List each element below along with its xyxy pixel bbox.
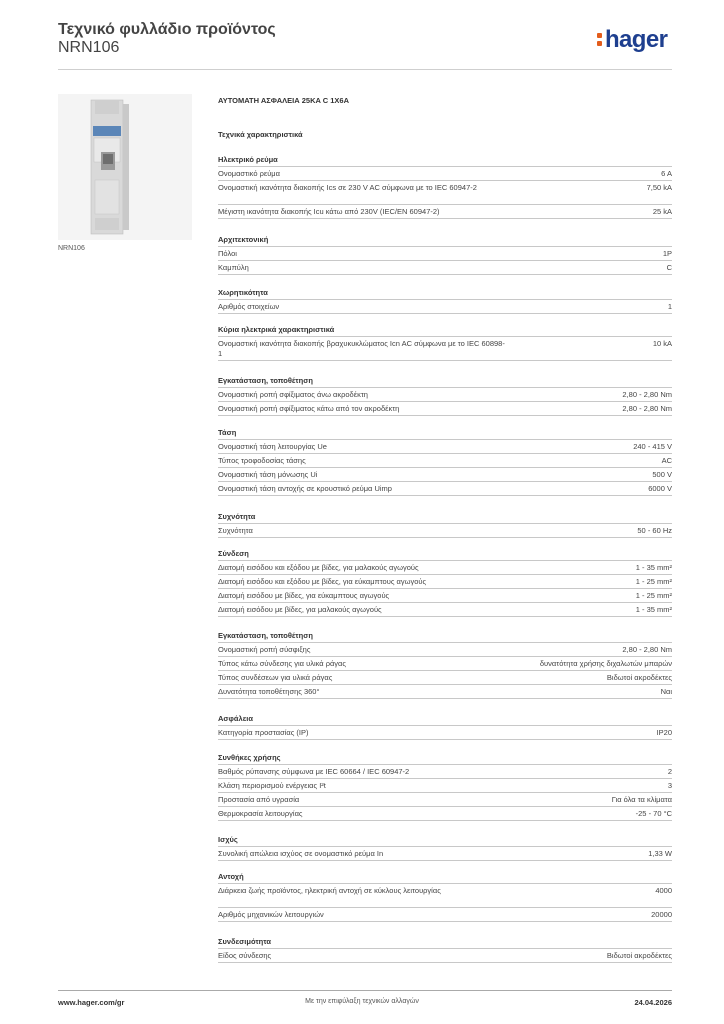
spec-row [218, 299, 672, 314]
spec-row [218, 883, 672, 907]
spec-value: 240 - 415 V [633, 442, 672, 451]
spec-row [218, 907, 672, 922]
section-title: Εγκατάσταση, τοποθέτηση [218, 376, 313, 385]
spec-value: Για όλα τα κλίματα [611, 795, 672, 804]
spec-row [218, 656, 672, 670]
spec-value: IP20 [656, 728, 672, 737]
spec-value: -25 - 70 °C [635, 809, 672, 818]
spec-label: Τύπος συνδέσεων για υλικά ράγας [218, 673, 333, 682]
spec-row [218, 204, 672, 219]
spec-label: Διατομή εισόδου και εξόδου με βίδες, για εύκαμπτους αγωγούς [218, 577, 427, 586]
spec-row [218, 574, 672, 588]
spec-row [218, 948, 672, 963]
spec-value: 50 - 60 Hz [637, 526, 672, 535]
spec-value: 6 A [661, 169, 672, 178]
section-title: Συνθήκες χρήσης [218, 753, 281, 762]
hager-logo [597, 26, 667, 54]
spec-value: 1 - 25 mm² [635, 577, 672, 586]
spec-label: Κατηγορία προστασίας (IP) [218, 728, 309, 737]
footer-notice: Με την επιφύλαξη τεχνικών αλλαγών [305, 998, 419, 1005]
spec-label: Διατομή εισόδου και εξόδου με βίδες, για μαλακούς αγωγούς [218, 563, 419, 572]
spec-value: Ναι [660, 687, 672, 696]
spec-row [218, 260, 672, 275]
circuit-breaker-image [58, 94, 192, 240]
spec-row [218, 180, 672, 204]
spec-label: Ονομαστική ικανότητα διακοπής βραχυκυκλώματος Icn AC σύμφωνα με το IEC 60898-1 [218, 339, 505, 358]
section-title: Χωρητικότητα [218, 288, 268, 297]
spec-value: 1 - 25 mm² [635, 591, 672, 600]
spec-label: Βαθμός ρύπανσης σύμφωνα με IEC 60664 / IEC 60947-2 [218, 767, 410, 776]
spec-label: Πόλοι [218, 249, 237, 258]
spec-label: Αριθμός μηχανικών λειτουργιών [218, 910, 324, 919]
spec-value: 1,33 W [648, 849, 672, 858]
spec-value: 6000 V [648, 484, 672, 493]
spec-label: Προστασία από υγρασία [218, 795, 300, 804]
spec-label: Μέγιστη ικανότητα διακοπής Icu κάτω από 230V (IEC/EN 60947-2) [218, 207, 440, 216]
spec-value: 4000 [655, 886, 672, 895]
spec-label: Διατομή εισόδου με βίδες, για εύκαμπτους αγωγούς [218, 591, 390, 600]
spec-value: 1 - 35 mm² [635, 605, 672, 614]
section-title: Κύρια ηλεκτρικά χαρακτηριστικά [218, 325, 335, 334]
spec-label: Διάρκεια ζωής προϊόντος, ηλεκτρική αντοχή σε κύκλους λειτουργίας [218, 886, 441, 895]
spec-value: 2,80 - 2,80 Nm [622, 404, 672, 413]
spec-value: 10 kA [652, 339, 672, 348]
section-title: Σύνδεση [218, 549, 249, 558]
spec-label: Ονομαστική ροπή σύσφιξης [218, 645, 311, 654]
footer-date: 24.04.2026 [634, 998, 672, 1007]
spec-value: δυνατότητα χρήσης διχαλωτών μπαρών [539, 659, 672, 668]
spec-row [218, 670, 672, 684]
spec-value: 1P [662, 249, 672, 258]
spec-value: 20000 [651, 910, 672, 919]
spec-label: Θερμοκρασία λειτουργίας [218, 809, 303, 818]
product-code: NRN106 [58, 39, 120, 56]
section-title: Συχνότητα [218, 512, 256, 521]
logo-text: hager [605, 26, 668, 53]
logo-dots-icon [597, 30, 603, 49]
section-title: Αντοχή [218, 872, 244, 881]
spec-value: C [666, 263, 672, 272]
spec-row [218, 453, 672, 467]
section-title: Συνδεσιμότητα [218, 937, 271, 946]
spec-label: Ονομαστική ροπή σφίξιματος κάτω από τον ακροδέκτη [218, 404, 400, 413]
spec-value: 7,50 kA [646, 183, 672, 192]
spec-value: 2,80 - 2,80 Nm [622, 390, 672, 399]
spec-value: 3 [667, 781, 672, 790]
spec-label: Δυνατότητα τοποθέτησης 360° [218, 687, 320, 696]
image-caption: NRN106 [58, 245, 85, 252]
spec-row [218, 684, 672, 699]
spec-row [218, 401, 672, 416]
spec-label: Ονομαστική τάση μόνωσης Ui [218, 470, 318, 479]
spec-row [218, 523, 672, 538]
spec-value: 25 kA [652, 207, 672, 216]
spec-label: Ονομαστική τάση λειτουργίας Ue [218, 442, 327, 451]
spec-label: Είδος σύνδεσης [218, 951, 272, 960]
spec-row [218, 764, 672, 778]
spec-row [218, 846, 672, 861]
spec-value: 2 [667, 767, 672, 776]
spec-value: 500 V [652, 470, 672, 479]
spec-label: Διατομή εισόδου με βίδες, για μαλακούς αγωγούς [218, 605, 382, 614]
spec-row [218, 588, 672, 602]
spec-value: 1 [667, 302, 672, 311]
spec-value: Βιδωτοί ακροδέκτες [606, 951, 672, 960]
spec-row [218, 792, 672, 806]
tech-specs-heading: Τεχνικά χαρακτηριστικά [218, 130, 303, 139]
spec-value: AC [661, 456, 672, 465]
spec-value: 2,80 - 2,80 Nm [622, 645, 672, 654]
spec-label: Συχνότητα [218, 526, 253, 535]
footer-website: www.hager.com/gr [58, 998, 125, 1007]
spec-value: 1 - 35 mm² [635, 563, 672, 572]
document-title: Τεχνικό φυλλάδιο προϊόντος [58, 21, 276, 38]
section-title: Ηλεκτρικό ρεύμα [218, 155, 278, 164]
spec-row [218, 602, 672, 617]
spec-label: Καμπύλη [218, 263, 249, 272]
spec-row [218, 481, 672, 496]
spec-row [218, 778, 672, 792]
spec-label: Συνολική απώλεια ισχύος σε ονομαστικό ρεύμα In [218, 849, 384, 858]
spec-label: Τύπος κάτω σύνδεσης για υλικά ράγας [218, 659, 346, 668]
spec-label: Ονομαστική τάση αντοχής σε κρουστικό ρεύμα Uimp [218, 484, 392, 493]
header-divider [58, 69, 672, 70]
spec-label: Ονομαστικό ρεύμα [218, 169, 280, 178]
spec-row [218, 725, 672, 740]
product-title: ΑΥΤΟΜΑΤΗ ΑΣΦΑΛΕΙΑ 25KA C 1X6A [218, 96, 349, 105]
spec-label: Ονομαστική ικανότητα διακοπής Ics σε 230 V AC σύμφωνα με το IEC 60947-2 [218, 183, 477, 192]
spec-label: Αριθμός στοιχείων [218, 302, 280, 311]
section-title: Τάση [218, 428, 237, 437]
spec-row [218, 387, 672, 401]
spec-row [218, 642, 672, 656]
spec-label: Κλάση περιορισμού ενέργειας I²t [218, 781, 326, 790]
spec-row [218, 467, 672, 481]
section-title: Αρχιτεκτονική [218, 235, 269, 244]
spec-row [218, 806, 672, 821]
product-image [58, 94, 192, 240]
spec-row [218, 246, 672, 260]
section-title: Εγκατάσταση, τοποθέτηση [218, 631, 313, 640]
footer-divider [58, 990, 672, 991]
spec-row [218, 560, 672, 574]
spec-label: Τύπος τροφοδοσίας τάσης [218, 456, 306, 465]
spec-row [218, 336, 672, 361]
section-title: Ισχύς [218, 835, 238, 844]
spec-value: Βιδωτοί ακροδέκτες [606, 673, 672, 682]
spec-row [218, 166, 672, 180]
section-title: Ασφάλεια [218, 714, 253, 723]
spec-row [218, 439, 672, 453]
spec-label: Ονομαστική ροπή σφίξιματος άνω ακροδέκτη [218, 390, 368, 399]
